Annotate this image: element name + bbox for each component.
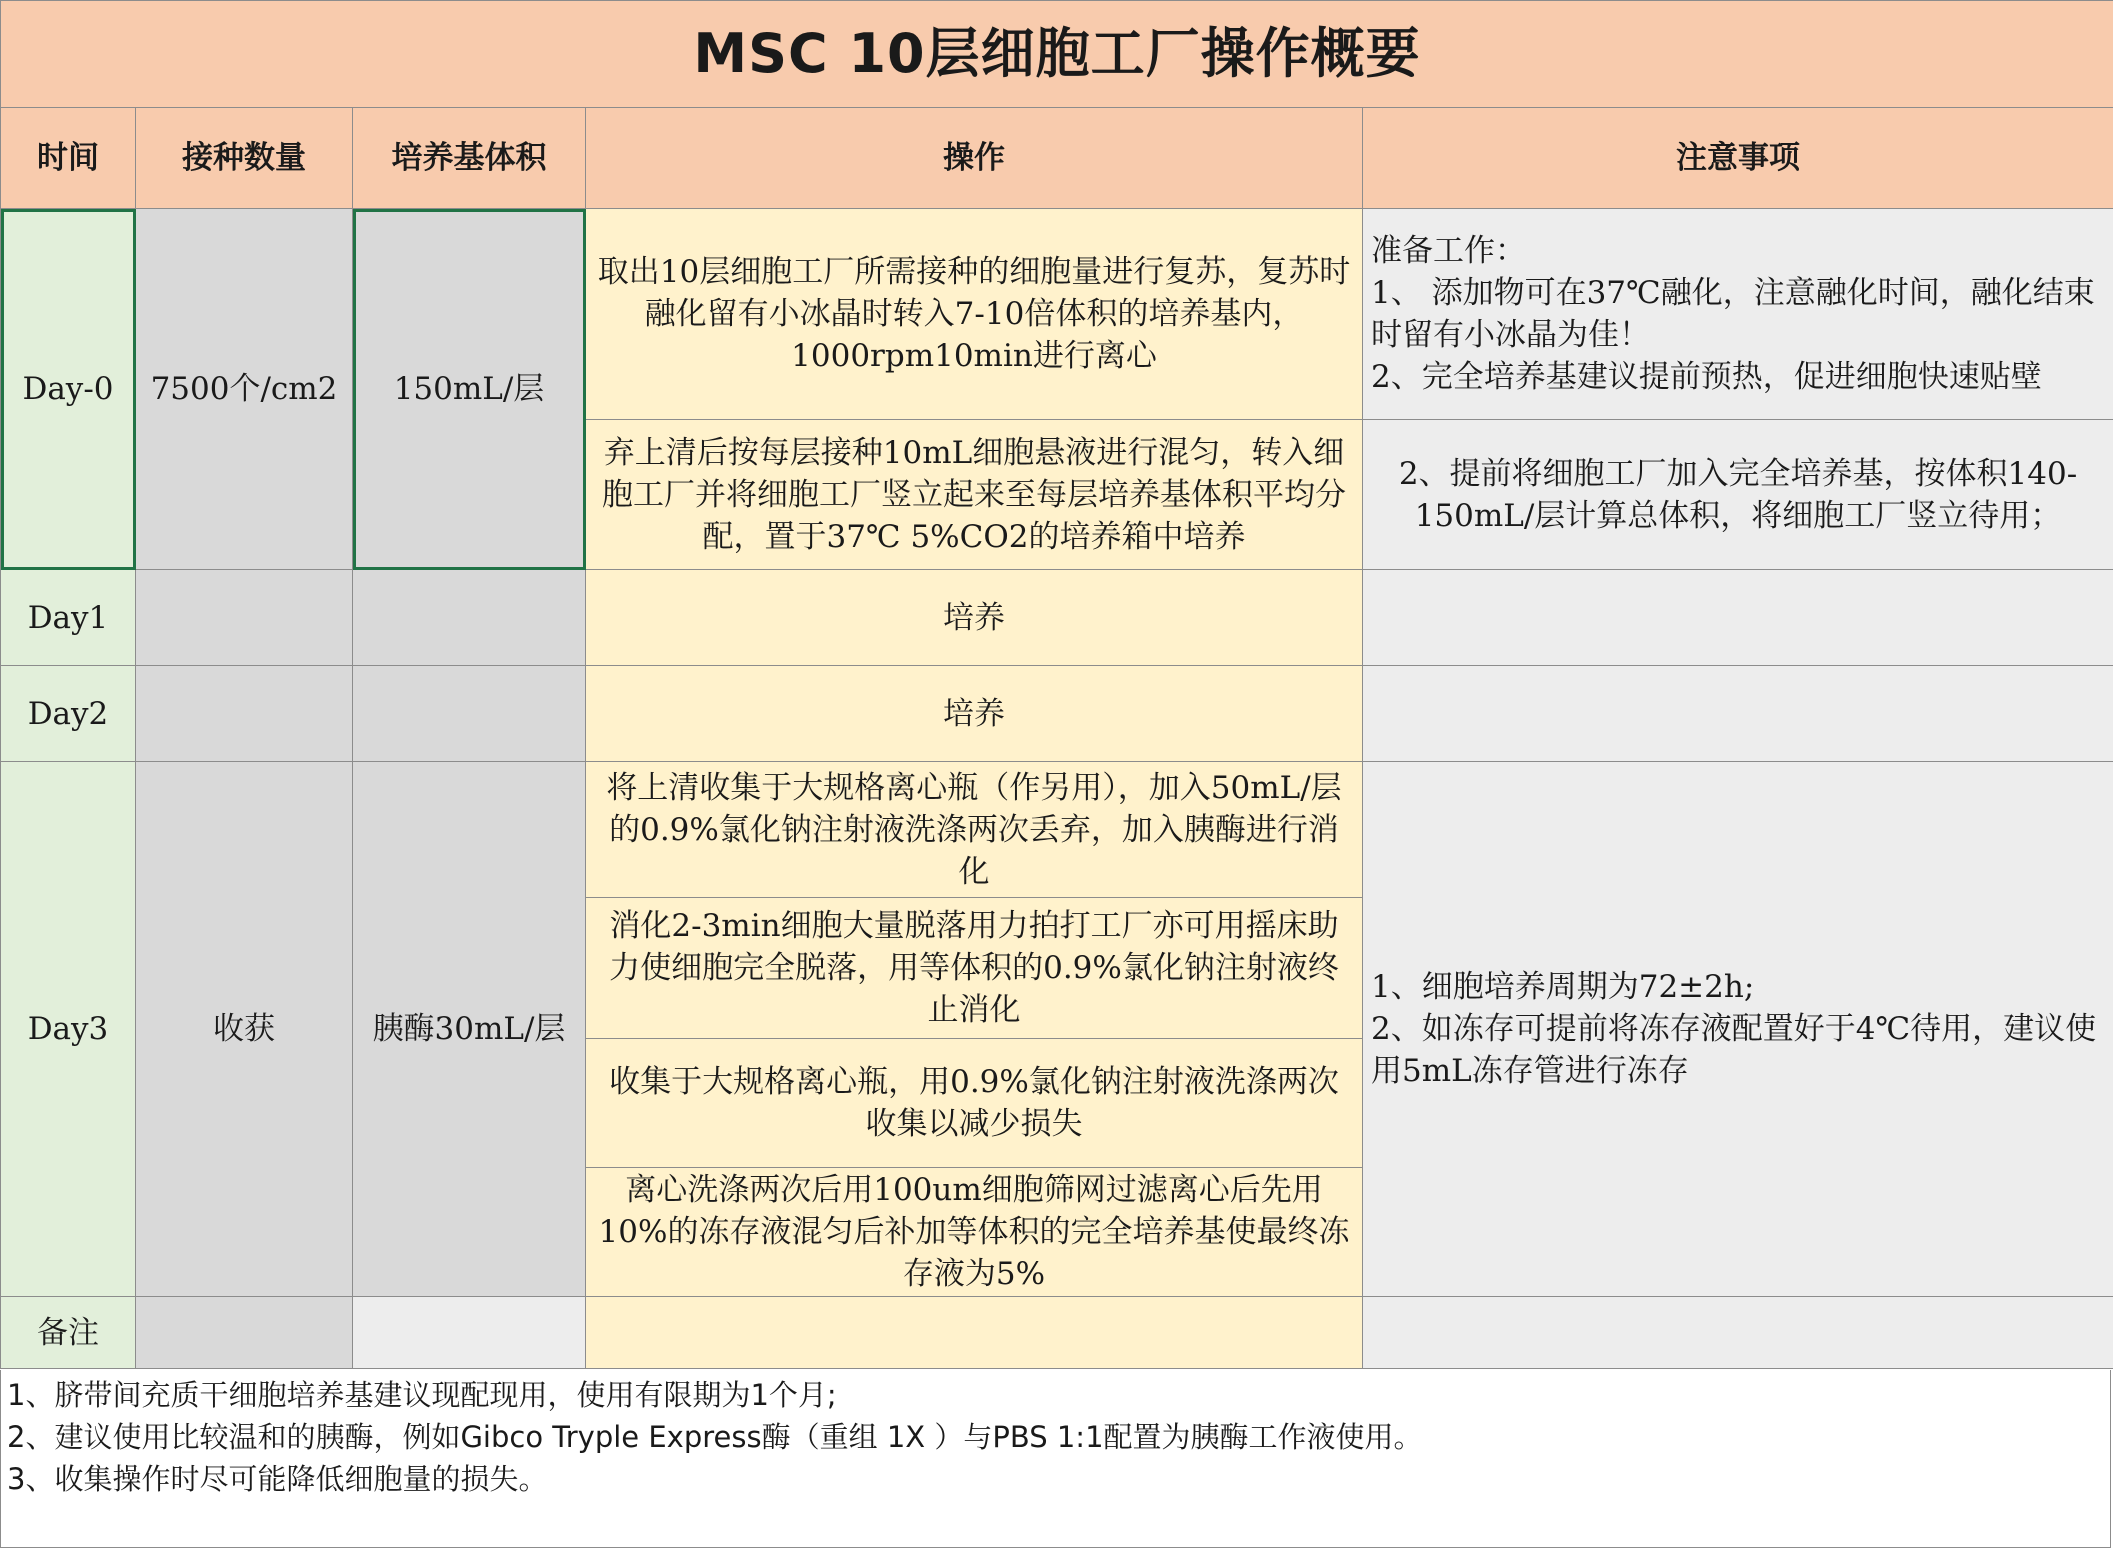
footer-line: 1、脐带间充质干细胞培养基建议现配现用，使用有限期为1个月; — [7, 1378, 837, 1412]
header-time[interactable]: 时间 — [1, 108, 136, 209]
day0-op2[interactable]: 弃上清后按每层接种10mL细胞悬液进行混匀，转入细胞工厂并将细胞工厂竖立起来至每层培养基体积平均分配，置于37℃ 5%CO2的培养箱中培养 — [586, 420, 1363, 570]
note-line: 1、 添加物可在37℃融化，注意融化时间，融化结束时留有小冰晶为佳！ — [1371, 275, 2095, 353]
day1-seed[interactable] — [136, 570, 353, 666]
day2-note[interactable] — [1363, 666, 2113, 762]
day3-label[interactable]: Day3 — [1, 762, 136, 1297]
page-title[interactable]: MSC 10层细胞工厂操作概要 — [1, 1, 2113, 108]
footer-line: 3、收集操作时尽可能降低细胞量的损失。 — [7, 1462, 548, 1496]
day3-note[interactable] — [1363, 762, 2113, 1297]
note-line: 准备工作： — [1371, 233, 1526, 269]
header-seed[interactable]: 接种数量 — [136, 108, 353, 209]
day3-seed[interactable]: 收获 — [136, 762, 353, 1297]
day2-op[interactable]: 培养 — [586, 666, 1363, 762]
day0-note2[interactable]: 2、提前将细胞工厂加入完全培养基，按体积140-150mL/层计算总体积，将细胞工厂竖立待用； — [1363, 420, 2113, 570]
day3-op4[interactable]: 离心洗涤两次后用100um细胞筛网过滤离心后先用10%的冻存液混匀后补加等体积的完全培养基使最终冻存液为5% — [586, 1168, 1363, 1297]
header-notes[interactable]: 注意事项 — [1363, 108, 2113, 209]
day0-note1[interactable] — [1363, 209, 2113, 420]
remark-note[interactable] — [1363, 1297, 2113, 1369]
footer-line: 2、建议使用比较温和的胰酶，例如Gibco Tryple Express酶（重组 1X ）与PBS 1:1配置为胰酶工作液使用。 — [7, 1420, 1423, 1454]
remark-seed[interactable] — [136, 1297, 353, 1369]
remark-op[interactable] — [586, 1297, 1363, 1369]
day0-label[interactable]: Day-0 — [1, 209, 136, 570]
day3-op3[interactable]: 收集于大规格离心瓶，用0.9%氯化钠注射液洗涤两次收集以减少损失 — [586, 1039, 1363, 1168]
day3-op2[interactable]: 消化2-3min细胞大量脱落用力拍打工厂亦可用摇床助力使细胞完全脱落，用等体积的0.9%氯化钠注射液终止消化 — [586, 898, 1363, 1039]
day0-volume[interactable]: 150mL/层 — [353, 209, 586, 570]
day3-volume[interactable]: 胰酶30mL/层 — [353, 762, 586, 1297]
day2-label[interactable]: Day2 — [1, 666, 136, 762]
day1-volume[interactable] — [353, 570, 586, 666]
note-line: 1、细胞培养周期为72±2h; — [1371, 969, 1755, 1005]
header-operation[interactable]: 操作 — [586, 108, 1363, 209]
note-line: 2、如冻存可提前将冻存液配置好于4℃待用，建议使用5mL冻存管进行冻存 — [1371, 1011, 2097, 1089]
remark-volume[interactable] — [353, 1297, 586, 1369]
day1-op[interactable]: 培养 — [586, 570, 1363, 666]
footer-notes[interactable] — [0, 1370, 2111, 1548]
day1-label[interactable]: Day1 — [1, 570, 136, 666]
day0-seed[interactable]: 7500个/cm2 — [136, 209, 353, 570]
note-line: 2、完全培养基建议提前预热，促进细胞快速贴壁 — [1371, 359, 2042, 395]
remark-label[interactable]: 备注 — [1, 1297, 136, 1369]
day2-volume[interactable] — [353, 666, 586, 762]
day0-op1[interactable]: 取出10层细胞工厂所需接种的细胞量进行复苏，复苏时融化留有小冰晶时转入7-10倍体积的培养基内，1000rpm10min进行离心 — [586, 209, 1363, 420]
day3-op1[interactable]: 将上清收集于大规格离心瓶（作另用），加入50mL/层的0.9%氯化钠注射液洗涤两次丢弃，加入胰酶进行消化 — [586, 762, 1363, 898]
day1-note[interactable] — [1363, 570, 2113, 666]
day2-seed[interactable] — [136, 666, 353, 762]
header-volume[interactable]: 培养基体积 — [353, 108, 586, 209]
